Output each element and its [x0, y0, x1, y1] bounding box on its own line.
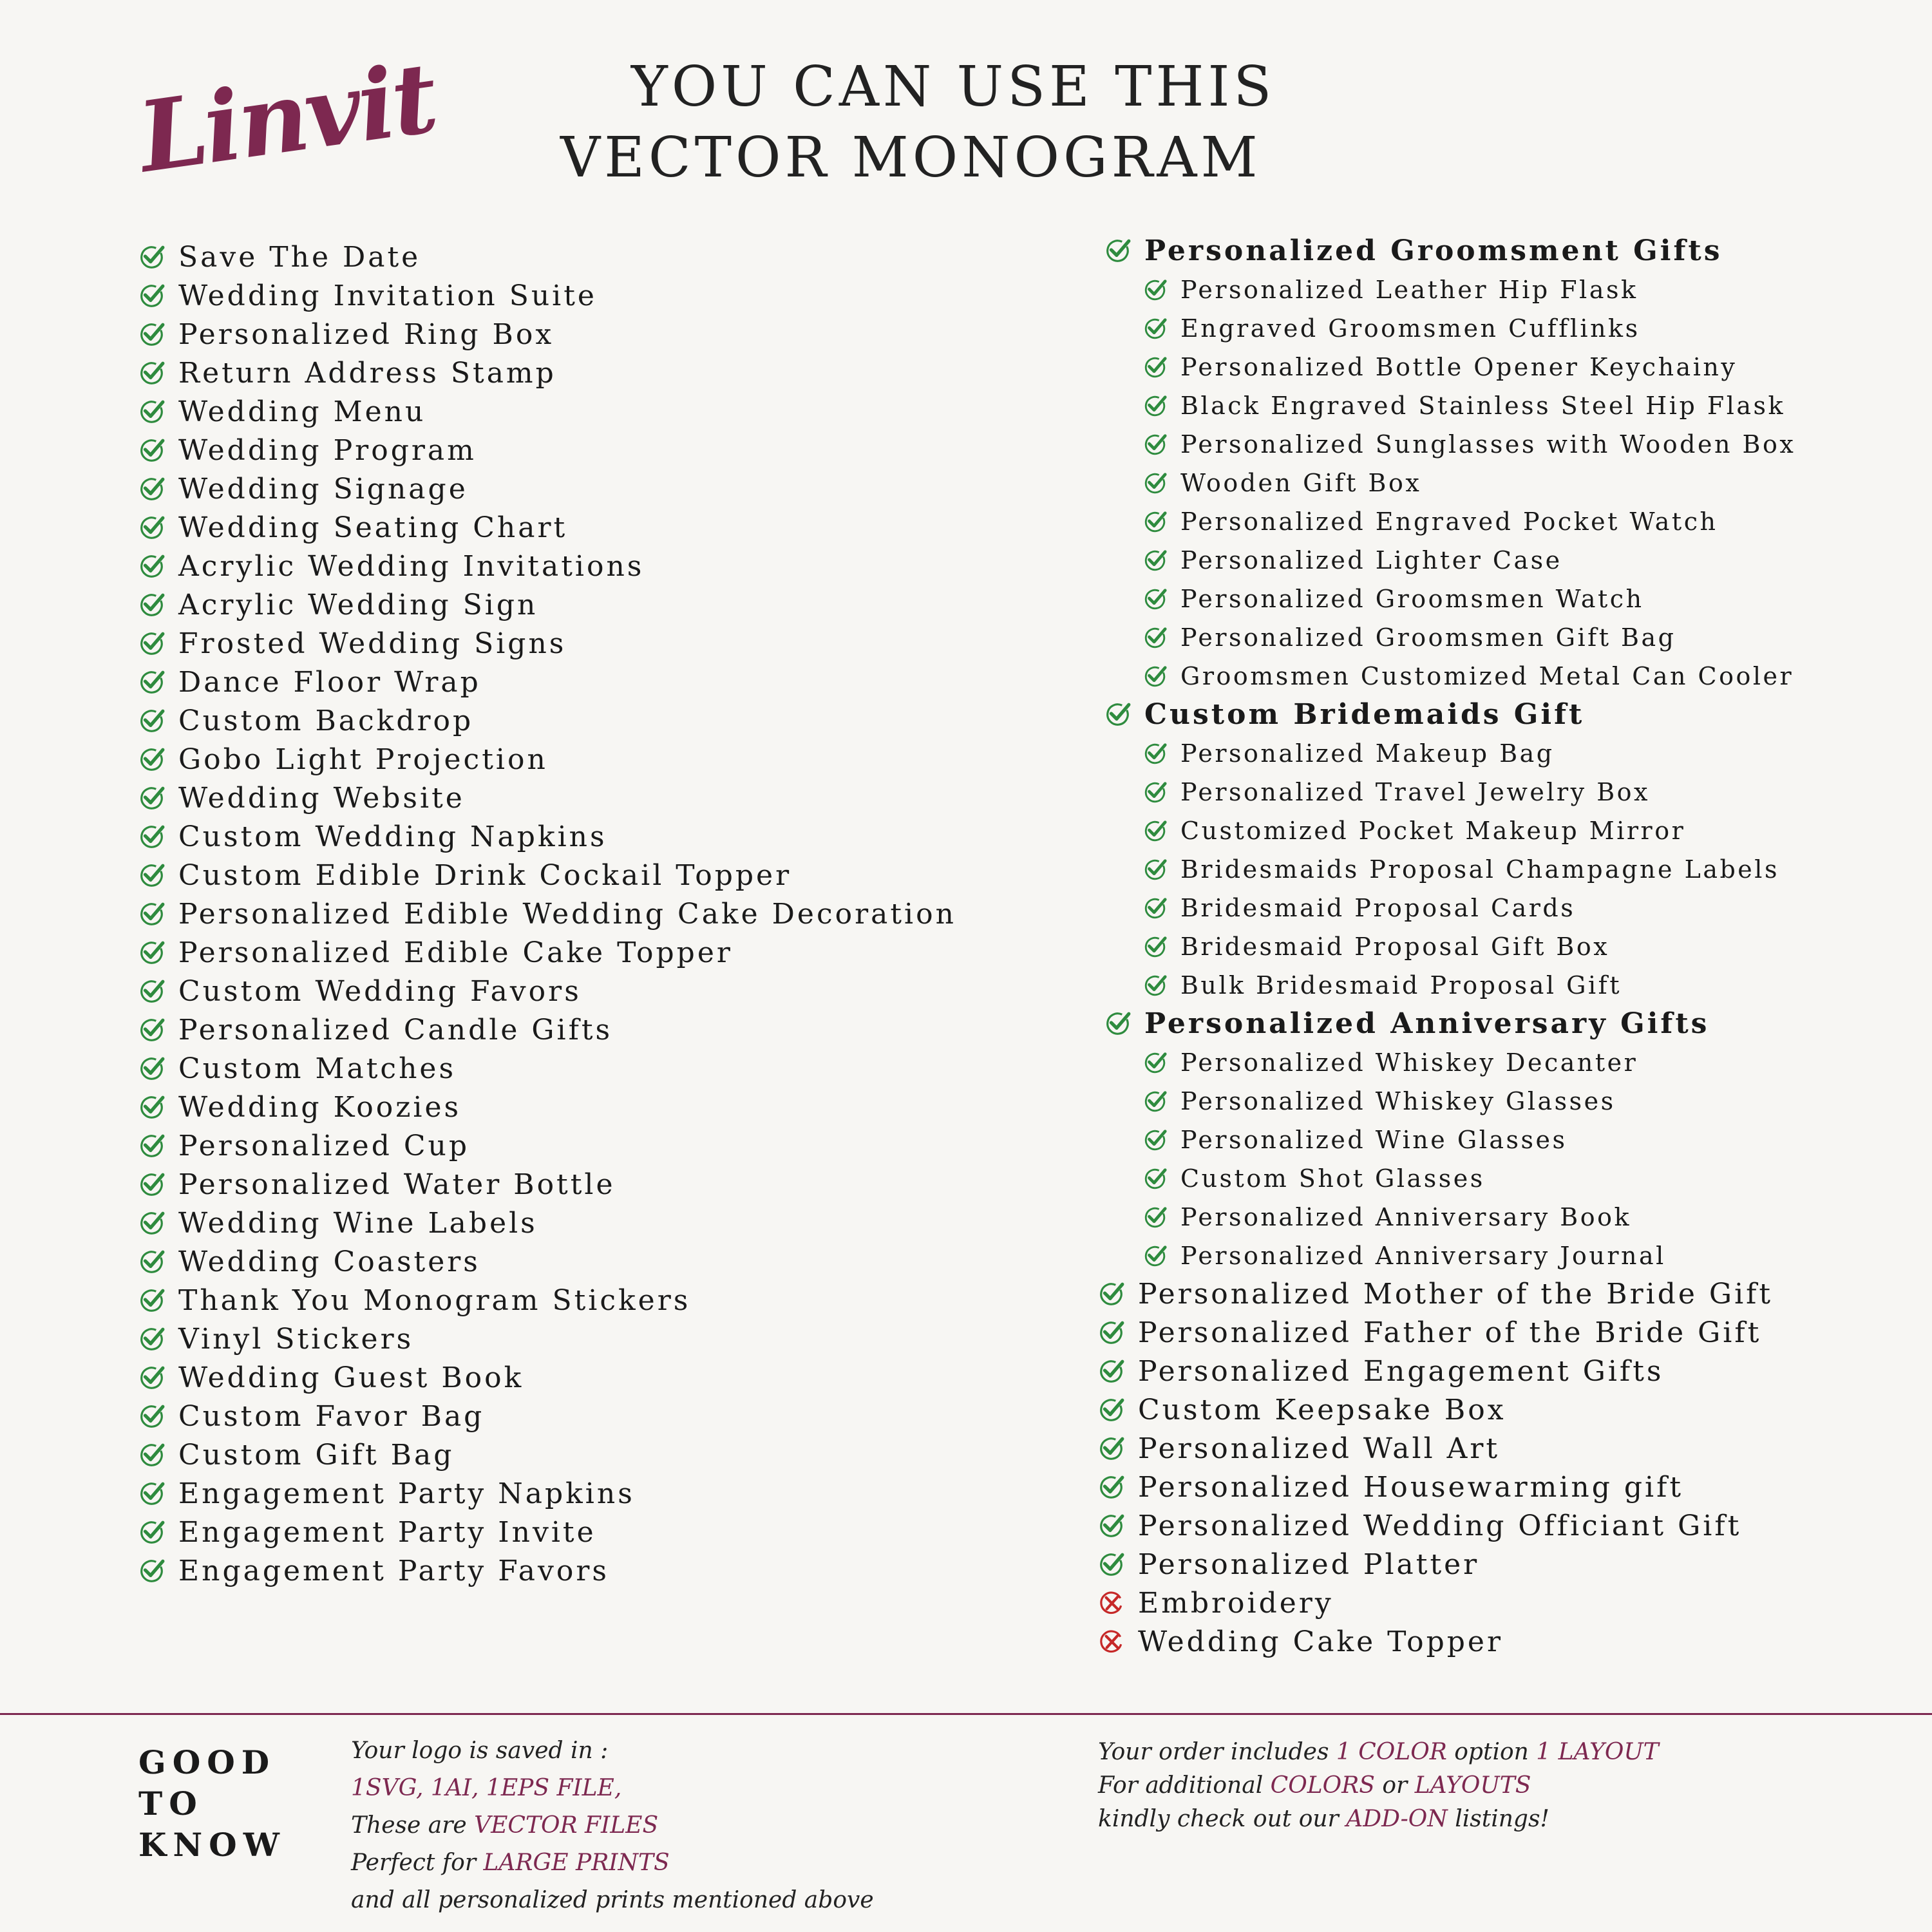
checkmark-icon: [1143, 471, 1168, 495]
list-item: [1098, 1082, 1795, 1121]
checkmark-icon: [1098, 1396, 1125, 1423]
list-item-label: Return Address Stamp: [178, 357, 556, 390]
list-item-label: Personalized Groomsment Gifts: [1144, 234, 1723, 267]
list-item: [138, 586, 956, 625]
list-item-label: Personalized Housewarming gift: [1138, 1471, 1684, 1504]
list-item: [138, 1127, 956, 1166]
list-item-label: Wedding Program: [178, 434, 477, 467]
list-item-label: Personalized Anniversary Journal: [1180, 1242, 1666, 1270]
checkmark-icon: [138, 321, 166, 348]
list-item-label: Personalized Water Bottle: [178, 1168, 616, 1201]
list-item: [138, 1513, 956, 1552]
note-highlight: 1 COLOR: [1336, 1739, 1447, 1765]
good-to-know-line: GOOD: [138, 1743, 276, 1781]
list-item-label: Dance Floor Wrap: [178, 666, 481, 699]
list-item: [1098, 425, 1795, 464]
list-item: [1098, 966, 1795, 1005]
checkmark-icon: [1143, 741, 1168, 766]
list-item-label: Custom Shot Glasses: [1180, 1164, 1485, 1193]
checkmark-icon: [138, 398, 166, 425]
list-item-label: Wedding Signage: [178, 473, 468, 506]
checkmark-icon: [1143, 780, 1168, 804]
list-item: [1098, 1352, 1795, 1391]
checkmark-icon: [1104, 1010, 1132, 1037]
good-to-know-line: KNOW: [138, 1826, 286, 1864]
checkmark-icon: [138, 1055, 166, 1082]
list-item: [138, 1166, 956, 1204]
list-item: [1098, 889, 1795, 927]
list-item-label: Gobo Light Projection: [178, 743, 548, 776]
list-item-label: Save The Date: [178, 241, 421, 274]
list-item: [138, 934, 956, 972]
list-item-label: Personalized Anniversary Book: [1180, 1203, 1631, 1231]
list-item: [1098, 1623, 1795, 1662]
checkmark-icon: [138, 900, 166, 927]
list-item: [1098, 386, 1795, 425]
list-item-label: Wedding Website: [178, 782, 465, 815]
note-text: Your logo is saved in :: [351, 1738, 609, 1764]
note-text: Perfect for: [351, 1850, 484, 1876]
checkmark-icon: [138, 553, 166, 580]
note-text: listings!: [1447, 1806, 1549, 1832]
list-item: [138, 393, 956, 431]
list-item: [138, 972, 956, 1011]
list-item: [1098, 927, 1795, 966]
list-item: [138, 1050, 956, 1088]
list-item-label: Wedding Guest Book: [178, 1361, 524, 1394]
list-item: [138, 895, 956, 934]
checkmark-icon: [1143, 432, 1168, 457]
list-item-label: Personalized Ring Box: [178, 318, 554, 351]
list-item: [1098, 618, 1795, 657]
list-item: [138, 1011, 956, 1050]
list-item-label: Wedding Menu: [178, 395, 426, 428]
list-item: [138, 547, 956, 586]
list-item: [138, 316, 956, 354]
list-item: [1098, 1275, 1795, 1314]
checkmark-icon: [1143, 819, 1168, 843]
list-item: [1098, 580, 1795, 618]
left-product-list: [138, 238, 956, 1591]
list-item-label: Wedding Cake Topper: [1138, 1625, 1503, 1658]
list-item-label: Engagement Party Favors: [178, 1555, 609, 1587]
section-divider: [0, 1713, 1932, 1715]
checkmark-icon: [138, 978, 166, 1005]
note-highlight: VECTOR FILES: [474, 1812, 659, 1839]
list-item-label: Personalized Wine Glasses: [1180, 1126, 1567, 1154]
note-text: or: [1374, 1772, 1415, 1799]
checkmark-icon: [1143, 548, 1168, 573]
page-title: [535, 52, 1372, 193]
list-item-label: Groomsmen Customized Metal Can Cooler: [1180, 662, 1794, 690]
list-item: [1098, 1430, 1795, 1468]
list-item-label: Custom Wedding Favors: [178, 975, 582, 1008]
list-item: [1098, 850, 1795, 889]
category-heading: [1098, 696, 1795, 734]
list-item-label: Custom Gift Bag: [178, 1439, 455, 1472]
note-line: [351, 1844, 874, 1882]
checkmark-icon: [138, 1519, 166, 1546]
list-item: [1098, 309, 1795, 348]
note-text: For additional: [1098, 1772, 1271, 1799]
list-item: [138, 1397, 956, 1436]
checkmark-icon: [138, 1364, 166, 1391]
note-line: [1098, 1803, 1659, 1836]
checkmark-icon: [138, 1325, 166, 1352]
list-item-label: Wedding Koozies: [178, 1091, 462, 1124]
list-item-label: Wedding Invitation Suite: [178, 279, 597, 312]
list-item-label: Engagement Party Napkins: [178, 1477, 635, 1510]
list-item-label: Engraved Groomsmen Cufflinks: [1180, 314, 1640, 343]
list-item-label: Personalized Groomsmen Gift Bag: [1180, 623, 1676, 652]
list-item: [138, 1320, 956, 1359]
list-item-label: Personalized Edible Cake Topper: [178, 936, 733, 969]
list-item-label: Personalized Engagement Gifts: [1138, 1355, 1664, 1388]
list-item-label: Wedding Coasters: [178, 1245, 480, 1278]
checkmark-icon: [138, 243, 166, 270]
checkmark-icon: [138, 1094, 166, 1121]
list-item-label: Custom Bridemaids Gift: [1144, 698, 1585, 731]
checkmark-icon: [138, 1403, 166, 1430]
note-text: kindly check out our: [1098, 1806, 1347, 1832]
list-item-label: Custom Favor Bag: [178, 1400, 485, 1433]
checkmark-icon: [1098, 1358, 1125, 1385]
checkmark-icon: [1143, 1050, 1168, 1075]
note-line: [351, 1882, 874, 1919]
checkmark-icon: [138, 1248, 166, 1275]
list-item: [1098, 1121, 1795, 1159]
list-item: [138, 431, 956, 470]
note-highlight: LAYOUTS: [1414, 1772, 1531, 1799]
list-item: [138, 238, 956, 277]
list-item: [1098, 1236, 1795, 1275]
note-text: and all personalized prints mentioned above: [351, 1887, 874, 1913]
list-item: [138, 702, 956, 741]
note-highlight: 1SVG, 1AI, 1EPS FILE,: [351, 1775, 622, 1801]
checkmark-icon: [1143, 1244, 1168, 1268]
good-to-know-heading: [138, 1742, 286, 1866]
list-item: [1098, 1198, 1795, 1236]
checkmark-icon: [138, 1557, 166, 1584]
list-item-label: Bridesmaid Proposal Cards: [1180, 894, 1576, 922]
checkmark-icon: [1143, 1089, 1168, 1113]
list-item: [1098, 1507, 1795, 1546]
list-item-label: Personalized Whiskey Decanter: [1180, 1048, 1638, 1077]
checkmark-icon: [1098, 1280, 1125, 1307]
right-product-list: [1098, 232, 1795, 1662]
list-item-label: Acrylic Wedding Sign: [178, 589, 538, 621]
checkmark-icon: [138, 939, 166, 966]
brand-logo: Linvit: [131, 41, 442, 195]
list-item: [138, 1436, 956, 1475]
list-item: [1098, 773, 1795, 811]
checkmark-icon: [1143, 509, 1168, 534]
checkmark-icon: [1098, 1319, 1125, 1346]
list-item-label: Personalized Platter: [1138, 1548, 1480, 1581]
list-item: [1098, 1468, 1795, 1507]
list-item: [138, 779, 956, 818]
checkmark-icon: [1104, 237, 1132, 264]
checkmark-icon: [138, 591, 166, 618]
checkmark-icon: [1143, 625, 1168, 650]
list-item-label: Embroidery: [1138, 1587, 1334, 1620]
checkmark-icon: [1143, 934, 1168, 959]
list-item-label: Custom Edible Drink Cockail Topper: [178, 859, 792, 892]
checkmark-icon: [138, 862, 166, 889]
list-item: [1098, 464, 1795, 502]
list-item: [1098, 1584, 1795, 1623]
list-item-label: Bulk Bridesmaid Proposal Gift: [1180, 971, 1622, 999]
checkmark-icon: [138, 1480, 166, 1507]
title-line-1: YOU CAN USE THIS: [631, 55, 1276, 119]
checkmark-icon: [138, 630, 166, 657]
list-item: [1098, 1314, 1795, 1352]
checkmark-icon: [1143, 1166, 1168, 1191]
title-line-2: VECTOR MONOGRAM: [560, 126, 1262, 190]
checkmark-icon: [1098, 1512, 1125, 1539]
list-item: [1098, 541, 1795, 580]
checkmark-icon: [1143, 278, 1168, 302]
list-item: [138, 277, 956, 316]
note-highlight: ADD-ON: [1346, 1806, 1448, 1832]
list-item: [138, 1282, 956, 1320]
note-line: [1098, 1769, 1659, 1803]
list-item-label: Personalized Whiskey Glasses: [1180, 1087, 1616, 1115]
list-item: [1098, 348, 1795, 386]
list-item: [138, 663, 956, 702]
checkmark-icon: [138, 784, 166, 811]
list-item-label: Vinyl Stickers: [178, 1323, 414, 1356]
list-item: [1098, 1546, 1795, 1584]
checkmark-icon: [1098, 1435, 1125, 1462]
list-item: [1098, 1391, 1795, 1430]
checkmark-icon: [138, 282, 166, 309]
list-item-label: Personalized Bottle Opener Keychainy: [1180, 353, 1738, 381]
checkmark-icon: [1143, 393, 1168, 418]
checkmark-icon: [1143, 316, 1168, 341]
checkmark-icon: [138, 475, 166, 502]
checkmark-icon: [1143, 973, 1168, 998]
list-item: [138, 741, 956, 779]
checkmark-icon: [138, 668, 166, 696]
list-item-label: Black Engraved Stainless Steel Hip Flask: [1180, 392, 1786, 420]
list-item-label: Frosted Wedding Signs: [178, 627, 567, 660]
list-item-label: Custom Matches: [178, 1052, 457, 1085]
checkmark-icon: [138, 823, 166, 850]
list-item: [138, 354, 956, 393]
list-item-label: Personalized Wedding Officiant Gift: [1138, 1510, 1742, 1542]
checkmark-icon: [1098, 1473, 1125, 1501]
checkmark-icon: [138, 1132, 166, 1159]
checkmark-icon: [138, 1171, 166, 1198]
checkmark-icon: [1098, 1551, 1125, 1578]
list-item: [138, 818, 956, 857]
checkmark-icon: [1143, 896, 1168, 920]
list-item-label: Customized Pocket Makeup Mirror: [1180, 817, 1686, 845]
note-highlight: COLORS: [1270, 1772, 1375, 1799]
checkmark-icon: [138, 1441, 166, 1468]
note-line: [351, 1807, 874, 1844]
list-item-label: Personalized Leather Hip Flask: [1180, 276, 1638, 304]
checkmark-icon: [1143, 355, 1168, 379]
note-highlight: 1 LAYOUT: [1536, 1739, 1659, 1765]
list-item: [1098, 734, 1795, 773]
list-item-label: Engagement Party Invite: [178, 1516, 596, 1549]
list-item: [138, 470, 956, 509]
list-item-label: Acrylic Wedding Invitations: [178, 550, 645, 583]
list-item-label: Wedding Seating Chart: [178, 511, 568, 544]
checkmark-icon: [1143, 664, 1168, 688]
list-item: [1098, 502, 1795, 541]
checkmark-icon: [138, 746, 166, 773]
list-item-label: Personalized Lighter Case: [1180, 546, 1562, 574]
list-item-label: Personalized Travel Jewelry Box: [1180, 778, 1650, 806]
note-line: [351, 1770, 874, 1807]
list-item: [138, 1243, 956, 1282]
list-item-label: Personalized Father of the Bride Gift: [1138, 1316, 1762, 1349]
list-item: [138, 509, 956, 547]
list-item-label: Custom Wedding Napkins: [178, 820, 607, 853]
note-text: Your order includes: [1098, 1739, 1336, 1765]
file-format-note: [351, 1732, 874, 1919]
checkmark-icon: [138, 1287, 166, 1314]
list-item: [138, 625, 956, 663]
list-item: [1098, 1043, 1795, 1082]
checkmark-icon: [1104, 701, 1132, 728]
cross-icon: [1098, 1589, 1125, 1616]
order-note: [1098, 1736, 1659, 1836]
checkmark-icon: [138, 437, 166, 464]
list-item-label: Personalized Wall Art: [1138, 1432, 1501, 1465]
checkmark-icon: [138, 1016, 166, 1043]
list-item: [1098, 811, 1795, 850]
list-item-label: Personalized Mother of the Bride Gift: [1138, 1278, 1774, 1311]
list-item: [1098, 657, 1795, 696]
category-heading: [1098, 1005, 1795, 1043]
list-item: [1098, 270, 1795, 309]
list-item: [138, 1359, 956, 1397]
list-item-label: Personalized Groomsmen Watch: [1180, 585, 1644, 613]
checkmark-icon: [138, 1209, 166, 1236]
note-highlight: LARGE PRINTS: [483, 1850, 670, 1876]
list-item-label: Personalized Engraved Pocket Watch: [1180, 507, 1718, 536]
checkmark-icon: [138, 359, 166, 386]
list-item: [138, 1475, 956, 1513]
checkmark-icon: [1143, 1128, 1168, 1152]
list-item-label: Wedding Wine Labels: [178, 1207, 538, 1240]
checkmark-icon: [1143, 857, 1168, 882]
list-item-label: Personalized Candle Gifts: [178, 1014, 613, 1046]
list-item-label: Custom Backdrop: [178, 705, 474, 737]
list-item-label: Personalized Anniversary Gifts: [1144, 1007, 1710, 1040]
checkmark-icon: [1143, 587, 1168, 611]
list-item-label: Bridesmaids Proposal Champagne Labels: [1180, 855, 1779, 884]
checkmark-icon: [138, 514, 166, 541]
note-line: [1098, 1736, 1659, 1769]
list-item-label: Personalized Makeup Bag: [1180, 739, 1555, 768]
list-item-label: Personalized Edible Wedding Cake Decoration: [178, 898, 956, 931]
checkmark-icon: [138, 707, 166, 734]
list-item-label: Personalized Cup: [178, 1130, 470, 1162]
list-item: [1098, 1159, 1795, 1198]
cross-icon: [1098, 1628, 1125, 1655]
checkmark-icon: [1143, 1205, 1168, 1229]
list-item: [138, 1204, 956, 1243]
list-item: [138, 857, 956, 895]
list-item-label: Thank You Monogram Stickers: [178, 1284, 691, 1317]
note-text: option: [1446, 1739, 1537, 1765]
list-item: [138, 1552, 956, 1591]
note-line: [351, 1732, 874, 1770]
list-item-label: Wooden Gift Box: [1180, 469, 1422, 497]
list-item-label: Custom Keepsake Box: [1138, 1394, 1506, 1426]
note-text: These are: [351, 1812, 475, 1839]
list-item: [138, 1088, 956, 1127]
list-item-label: Bridesmaid Proposal Gift Box: [1180, 933, 1610, 961]
good-to-know-line: TO: [138, 1785, 204, 1823]
category-heading: [1098, 232, 1795, 270]
list-item-label: Personalized Sunglasses with Wooden Box: [1180, 430, 1796, 459]
